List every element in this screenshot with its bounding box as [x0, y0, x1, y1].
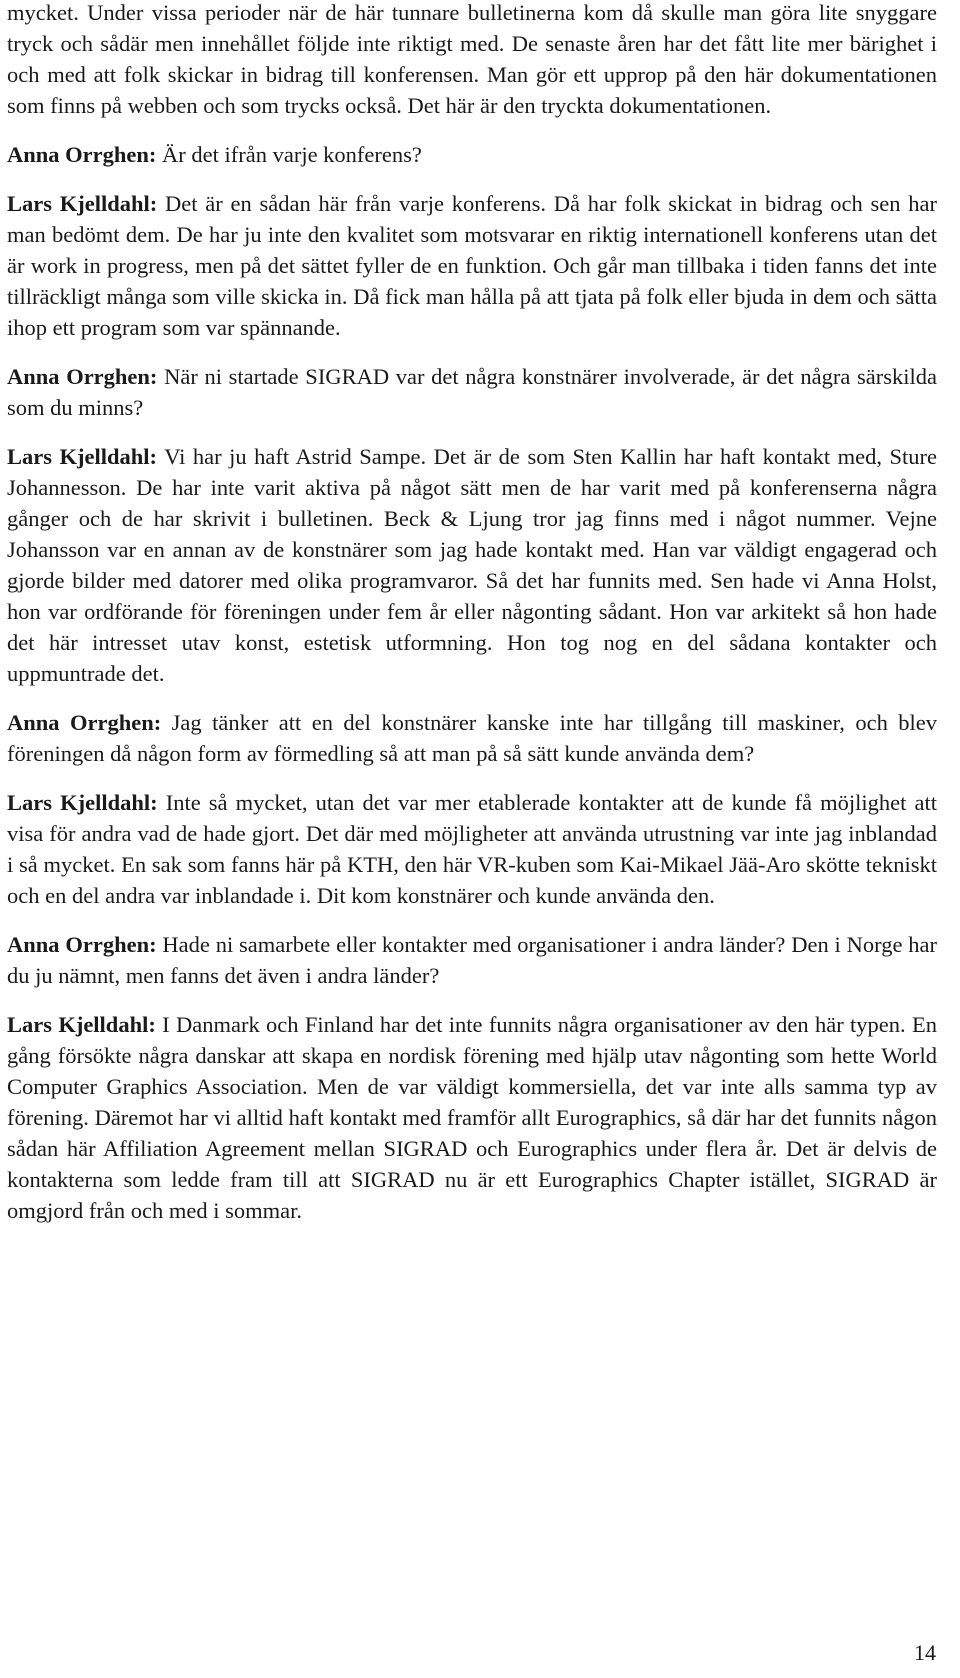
paragraph-question	[7, 929, 937, 991]
transcript-body	[7, 0, 937, 1244]
paragraph-text: Inte så mycket, utan det var mer etablerade kontakter att de kunde få möjlighet att visa för andra vad de hade gjort. Det där med möjligheter att använda utrustning var inte jag inblandad i så mycket. En sak som fanns här på KTH, den här VR-kuben som Kai-Mikael Jää-Aro skötte tekniskt och en del andra var inblandade i. Dit kom konstnärer och kunde använda den.	[7, 790, 937, 908]
paragraph-text: mycket. Under vissa perioder när de här tunnare bulletinerna kom då skulle man göra lite snyggare tryck och sådär men innehållet följde inte riktigt med. De senaste åren har det fått lite mer bärighet i och med att folk skickar in bidrag till konferensen. Man gör ett upprop på den här dokumentationen som finns på webben och som trycks också. Det här är den tryckta dokumentationen.	[7, 0, 937, 118]
paragraph-text: Vi har ju haft Astrid Sampe. Det är de som Sten Kallin har haft kontakt med, Sture Johannesson. De har inte varit aktiva på något sätt men de har varit med på konferenserna några gånger och de har skrivit i bulletinen. Beck & Ljung tror jag finns med i något nummer. Vejne Johansson var en annan av de konstnärer som jag hade kontakt med. Han var väldigt engagerad och gjorde bilder med datorer med olika programvaror. Så det har funnits med. Sen hade vi Anna Holst, hon var ordförande för föreningen under fem år eller någonting sådant. Hon var arkitekt så hon hade det här intresset utav konst, estetisk utformning. Hon tog nog en del sådana kontakter och uppmuntrade det.	[7, 444, 937, 686]
speaker-label: Anna Orrghen:	[7, 142, 157, 167]
paragraph-text: Är det ifrån varje konferens?	[162, 142, 422, 167]
paragraph-answer	[7, 1009, 937, 1226]
paragraph-text: När ni startade SIGRAD var det några konstnärer involverade, är det några särskilda som du minns?	[7, 364, 938, 420]
paragraph-text: Hade ni samarbete eller kontakter med organisationer i andra länder? Den i Norge har du ju nämnt, men fanns det även i andra länder?	[7, 932, 937, 988]
paragraph-continuation	[7, 0, 937, 121]
paragraph-text: Det är en sådan här från varje konferens. Då har folk skickat in bidrag och sen har man bedömt dem. De har ju inte den kvalitet som motsvarar en riktig internationell konferens utan det är work in progress, men på det sättet fyller de en funktion. Och går man tillbaka i tiden fanns det inte tillräckligt många som ville skicka in. Då fick man hålla på att tjata på folk eller bjuda in dem och sätta ihop ett program som var spännande.	[7, 191, 937, 340]
paragraph-answer	[7, 188, 937, 343]
speaker-label: Lars Kjelldahl:	[7, 191, 158, 216]
paragraph-question	[7, 361, 937, 423]
paragraph-question	[7, 707, 937, 769]
speaker-label: Lars Kjelldahl:	[7, 444, 158, 469]
page-number: 14	[914, 1640, 936, 1665]
speaker-label: Lars Kjelldahl:	[7, 790, 158, 815]
speaker-label: Lars Kjelldahl:	[7, 1012, 156, 1037]
paragraph-answer	[7, 441, 937, 689]
speaker-label: Anna Orrghen:	[7, 364, 158, 389]
paragraph-text: Jag tänker att en del konstnärer kanske inte har tillgång till maskiner, och blev föreningen då någon form av förmedling så att man på så sätt kunde använda dem?	[7, 710, 938, 766]
paragraph-question	[7, 139, 937, 170]
speaker-label: Anna Orrghen:	[7, 932, 157, 957]
paragraph-answer	[7, 787, 937, 911]
paragraph-text: I Danmark och Finland har det inte funnits några organisationer av den här typen. En gång försökte några danskar att skapa en nordisk förening med hjälp utav någonting som hette World Computer Graphics Association. Men de var väldigt kommersiella, det var inte alls samma typ av förening. Däremot har vi alltid haft kontakt med framför allt Eurographics, så där har det funnits någon sådan här Affiliation Agreement mellan SIGRAD och Eurographics under flera år. Det är delvis de kontakterna som ledde fram till att SIGRAD nu är ett Eurographics Chapter istället, SIGRAD är omgjord från och med i sommar.	[7, 1012, 937, 1223]
speaker-label: Anna Orrghen:	[7, 710, 162, 735]
